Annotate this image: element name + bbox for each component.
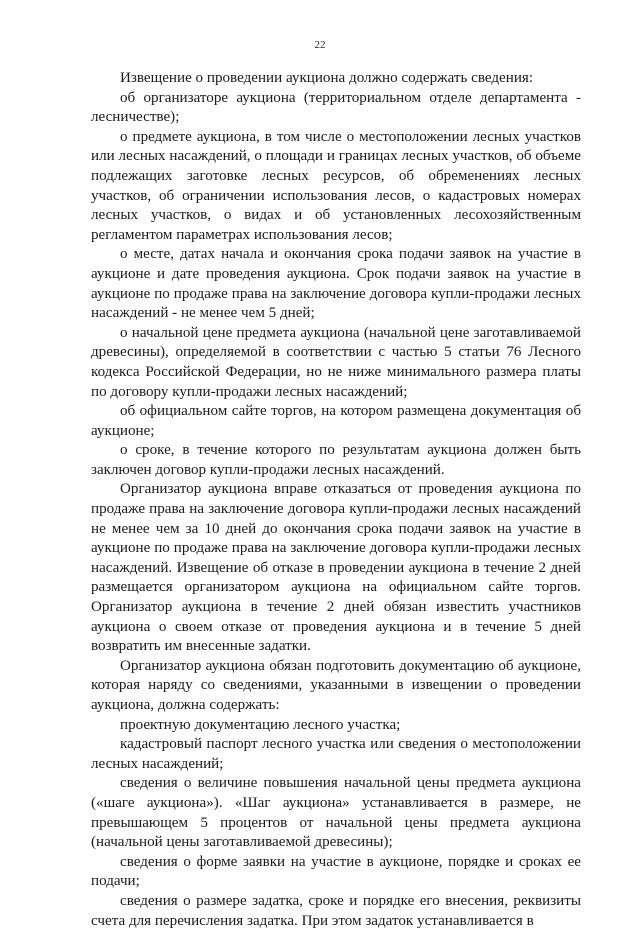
paragraph: кадастровый паспорт лесного участка или сведения о местоположении лесных насаждений; [91,736,581,772]
paragraph: об организаторе аукциона (территориальном отделе департамента - лесничестве); [91,89,581,126]
paragraph: об официальном сайте торгов, на котором размещена документация об аукционе; [91,403,581,439]
paragraph: о предмете аукциона, в том числе о местоположении лесных участков или лесных насаждений, о площади и границах лесных участков, об объеме подлежащих заготовке лесных ресурсов, об обременениях лесных участков, об ограничении использования лесов, о кадастровых номерах лесных участков, о видах и об установленных лесохозяйственным регламентом параметрах использования лесов; [91,128,581,243]
paragraph: о начальной цене предмета аукциона (начальной цене заготавливаемой древесины), определяемой в соответствии с частью 5 статьи 76 Лесного кодекса Российской Федерации, но не ниже минимального размера платы по договору купли-продажи лесных насаждений; [91,324,581,400]
paragraph: сведения о форме заявки на участие в аукционе, порядке и сроках ее подачи; [91,853,581,890]
paragraph: проектную документацию лесного участка; [120,716,401,733]
paragraph: о сроке, в течение которого по результатам аукциона должен быть заключен договор купли-продажи лесных насаждений. [91,442,581,478]
page-number: 22 [314,39,326,51]
paragraph: о месте, датах начала и окончания срока подачи заявок на участие в аукционе и дате проведения аукциона. Срок подачи заявок на участие в аукционе по продаже права на заключение договора купли-продажи лесных насаждений - не менее чем 5 дней; [91,246,581,322]
paragraph: Организатор аукциона обязан подготовить документацию об аукционе, которая наряду со сведениями, указанными в извещении о проведении аукциона, должна содержать: [91,657,581,713]
paragraph: сведения о размере задатка, сроке и порядке его внесения, реквизиты счета для перечисления задатка. При этом задаток устанавливается в [91,892,581,929]
paragraph: Организатор аукциона вправе отказаться от проведения аукциона по продаже права на заключение договора купли-продажи лесных насаждений не менее чем за 10 дней до окончания срока подачи заявок на участие в аукционе по продаже права на заключение договора купли-продажи лесных насаждений. Извещение об отказе в проведении аукциона в течение 2 дней размещается организатором аукциона на официальном сайте торгов. Организатор аукциона в течение 2 дней обязан известить участников аукциона о своем отказе от проведения аукциона и в течение 5 дней возвратить им внесенные задатки. [91,481,581,655]
paragraph: Извещение о проведении аукциона должно содержать сведения: [120,70,534,86]
paragraph: сведения о величине повышения начальной цены предмета аукциона («шаге аукциона»). «Шаг аукциона» устанавливается в размере, не превышающем 5 процентов от начальной цены предмета аукциона (начальной цены заготавливаемой древесины); [91,775,581,851]
document-body [91,69,581,931]
